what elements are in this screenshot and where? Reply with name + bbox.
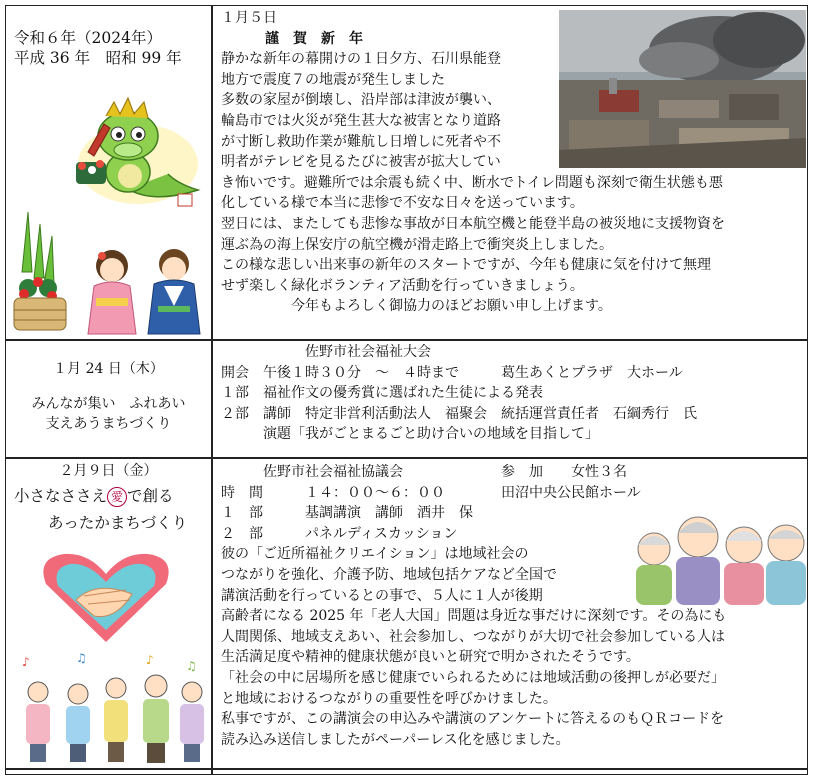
article-line: 運ぶ為の海上保安庁の航空機が滑走路上で衝突炎上しました。 <box>221 236 613 253</box>
event-date: １月 24 日（木） <box>53 361 164 377</box>
welfare-forum-date-cell <box>6 461 211 533</box>
kadomatsu-illustration <box>8 202 72 334</box>
article-line: 時 間 １４：００～６：００ 田沼中央公民館ホール <box>221 484 641 501</box>
article-line: 彼の「ご近所福祉クリエイション」は地域社会の <box>221 546 529 563</box>
article-line: 多数の家屋が倒壊し、沿岸部は津波が襲い、 <box>221 92 501 109</box>
article-line: 静かな新年の幕開けの１日夕方、石川県能登 <box>221 51 501 68</box>
welfare-rally-article <box>221 342 806 445</box>
slogan-line: あったかまちづくり <box>48 513 188 532</box>
article-line: 私事ですが、この講演会の申込みや講演のアンケートに答えるのもＱＲコードを <box>221 711 725 728</box>
article-line: 佐野市社会福祉大会 <box>221 344 431 360</box>
article-line: 人間関係、地域支えあい、社会参加し、つながりが大切で社会参加している人は <box>221 628 725 645</box>
article-line: 地方で震度７の地震が発生しました <box>221 71 445 88</box>
year-heisei-showa: 平成 36 年 昭和 99 年 <box>14 49 182 67</box>
svg-text:♫: ♫ <box>76 652 87 665</box>
article-line: 輪島市では火災が発生甚大な被害となり道路 <box>221 112 501 129</box>
svg-text:♪: ♪ <box>22 655 30 669</box>
singing-seniors-illustration <box>16 652 206 764</box>
article-line: 読み込み送信しましたがペーパーレス化を感じました。 <box>221 731 570 748</box>
svg-text:♫: ♫ <box>186 659 197 673</box>
article-line: 演題「我がごとまるごと助け合いの地域を目指して」 <box>221 426 599 443</box>
article-line: つながりを強化、介護予防、地域包括ケアなど全国で <box>221 566 557 583</box>
article-line: 高齢者になる 2025 年「老人大国」問題は身近な事だけに深刻です。その為にも <box>221 608 727 625</box>
article-line: 翌日には、またしても悲惨な事故が日本航空機と能登半島の被災地に支援物資を <box>221 215 725 232</box>
article-line: 講演活動を行っているとの事で、５人に１人が後期 <box>221 587 543 604</box>
children-kimono-illustration <box>76 242 208 336</box>
article-date: １月５日 <box>221 10 277 26</box>
svg-text:♪: ♪ <box>146 653 154 667</box>
column-divider <box>211 6 213 774</box>
slogan-line: みんなが集い ふれあい <box>31 395 186 412</box>
article-line: 「社会の中に居場所を感じ健康でいられるためには地域活動の後押しが必要だ」 <box>221 669 725 686</box>
row-divider <box>6 339 807 341</box>
article-line: 化している様で本当に悲惨で不安な日々を送っています。 <box>221 195 584 212</box>
event-date: ２月９日（金） <box>59 463 158 479</box>
year-reiwa: 令和６年（2024年） <box>14 29 162 47</box>
article-line: １部 福祉作文の優秀賞に選ばれた生徒による発表 <box>221 385 543 402</box>
welfare-forum-article <box>221 462 806 750</box>
row-divider <box>6 457 807 459</box>
heart-circle-glyph: 愛 <box>107 487 127 507</box>
article-line: と地域におけるつながりの重要性を呼びかけました。 <box>221 690 557 707</box>
article-line: ２部 講師 特定非営利活動法人 福聚会 統括運営責任者 石綱秀行 氏 <box>221 405 697 422</box>
slogan-line: 支えあうまちづくり <box>45 416 172 433</box>
article-line: この様な悲しい出来事の新年のスタートですが、今年も健康に気を付けて無理 <box>221 257 711 274</box>
year-block <box>14 28 209 68</box>
slogan-text: 小さなささえ <box>14 486 108 505</box>
row-divider <box>6 768 807 770</box>
dragon-illustration <box>58 94 208 210</box>
heart-hands-illustration <box>36 550 176 646</box>
article-line: せず楽しく緑化ボランティア活動を行っていきましょう。 <box>221 277 584 294</box>
slogan-line <box>6 486 211 507</box>
article-line: が寸断し救助作業が難航し日増しに死者や不 <box>221 133 501 150</box>
article-line: ２ 部 パネルディスカッション <box>221 525 458 542</box>
article-line: 明者がテレビを見るたびに被害が拡大してい <box>221 154 501 171</box>
article-line: き怖いです。避難所では余震も続く中、断水でトイレ問題も深刻で衛生状態も悪 <box>221 174 723 191</box>
article-line: 佐野市社会福祉協議会 参 加 女性３名 <box>221 464 627 480</box>
new-year-article <box>221 8 806 317</box>
article-line: 開会 午後１時３０分 ～ ４時まで 葛生あくとプラザ 大ホール <box>221 364 683 381</box>
article-line: 生活満足度や精神的健康状態が良いと研究で明かされたそうです。 <box>221 649 640 666</box>
slogan-text: で創る <box>127 486 174 505</box>
article-title: 謹 賀 新 年 <box>265 30 363 47</box>
activity-table <box>5 5 808 775</box>
welfare-rally-date-cell <box>6 359 211 435</box>
article-line: １ 部 基調講演 講師 酒井 保 <box>221 505 473 522</box>
article-line: 今年もよろしく御協力のほどお願い申し上げます。 <box>221 298 612 315</box>
